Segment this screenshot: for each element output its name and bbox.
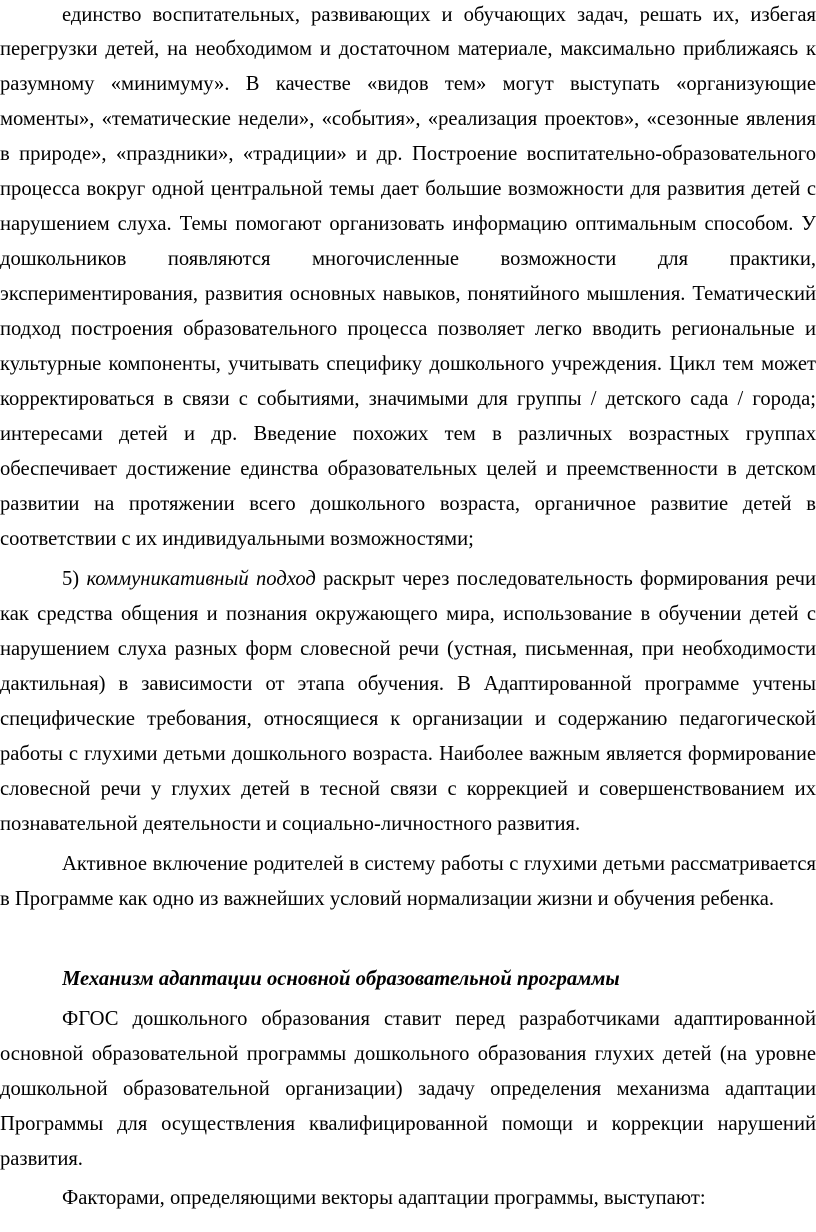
text-line: в природе», «праздники», «традиции» и др. Построение воспитательно-образовательного bbox=[0, 143, 816, 165]
text-line: развития. bbox=[0, 1148, 83, 1170]
text-line: в Программе как одно из важнейших условий нормализации жизни и обучения ребенка. bbox=[0, 888, 775, 910]
text-line: дактильная) в зависимости от этапа обучения. В Адаптированной программе учтены bbox=[0, 673, 816, 695]
text-line: Факторами, определяющими векторы адаптации программы, выступают: bbox=[62, 1187, 706, 1209]
text-line: работы с глухими детьми дошкольного возраста. Наиболее важным является формирование bbox=[0, 743, 816, 765]
text-line bbox=[62, 566, 816, 592]
text-line: единство воспитательных, развивающих и обучающих задач, решать их, избегая bbox=[62, 4, 816, 26]
text-line: дошкольников появляются многочисленные возможности для практики, bbox=[0, 248, 816, 270]
text-line: нарушением слуха разных форм словесной речи (устная, письменная, при необходимости bbox=[0, 638, 816, 660]
text-line: словесной речи у глухих детей в тесной связи с коррекцией и совершенствованием их bbox=[0, 778, 816, 800]
text-line: культурные компоненты, учитывать специфику дошкольного учреждения. Цикл тем может bbox=[0, 353, 816, 375]
text-line: Активное включение родителей в систему работы с глухими детьми рассматривается bbox=[62, 853, 816, 875]
text-line: соответствии с их индивидуальными возможностями; bbox=[0, 528, 474, 550]
text-run: раскрыт через последовательность формирования речи bbox=[315, 568, 816, 590]
text-line: разумному «минимуму». В качестве «видов тем» могут выступать «организующие bbox=[0, 73, 816, 95]
text-line: подход построения образовательного процесса позволяет легко вводить региональные и bbox=[0, 318, 816, 340]
text-line: перегрузки детей, на необходимом и достаточном материале, максимально приближаясь к bbox=[0, 38, 816, 60]
text-line: Программы для осуществления квалифицированной помощи и коррекции нарушений bbox=[0, 1113, 816, 1135]
italic-term: коммуникативный подход bbox=[86, 568, 316, 590]
text-line: процесса вокруг одной центральной темы дает большие возможности для развития детей с bbox=[0, 178, 816, 200]
text-line: познавательной деятельности и социально-личностного развития. bbox=[0, 813, 581, 835]
text-line: экспериментирования, развития основных навыков, понятийного мышления. Тематический bbox=[0, 283, 816, 305]
text-line: дошкольной образовательной организации) задачу определения механизма адаптации bbox=[0, 1078, 816, 1100]
text-line: интересами детей и др. Введение похожих тем в различных возрастных группах bbox=[0, 423, 816, 445]
text-line: как средства общения и познания окружающего мира, использование в обучении детей с bbox=[0, 603, 816, 625]
list-number: 5) bbox=[62, 568, 87, 590]
text-line: моменты», «тематические недели», «события», «реализация проектов», «сезонные явления bbox=[0, 108, 816, 130]
text-line: ФГОС дошкольного образования ставит перед разработчиками адаптированной bbox=[62, 1008, 816, 1030]
text-line: развитии на протяжении всего дошкольного возраста, органичное развитие детей в bbox=[0, 493, 816, 515]
text-line: специфические требования, относящиеся к организации и содержанию педагогической bbox=[0, 708, 816, 730]
text-line: основной образовательной программы дошкольного образования глухих детей (на уровне bbox=[0, 1043, 816, 1065]
section-heading: Механизм адаптации основной образовательной программы bbox=[62, 968, 620, 990]
text-line: корректироваться в связи с событиями, значимыми для группы / детского сада / города; bbox=[0, 388, 816, 410]
text-line: обеспечивает достижение единства образовательных целей и преемственности в детском bbox=[0, 458, 816, 480]
text-line: нарушением слуха. Темы помогают организовать информацию оптимальным способом. У bbox=[0, 213, 816, 235]
